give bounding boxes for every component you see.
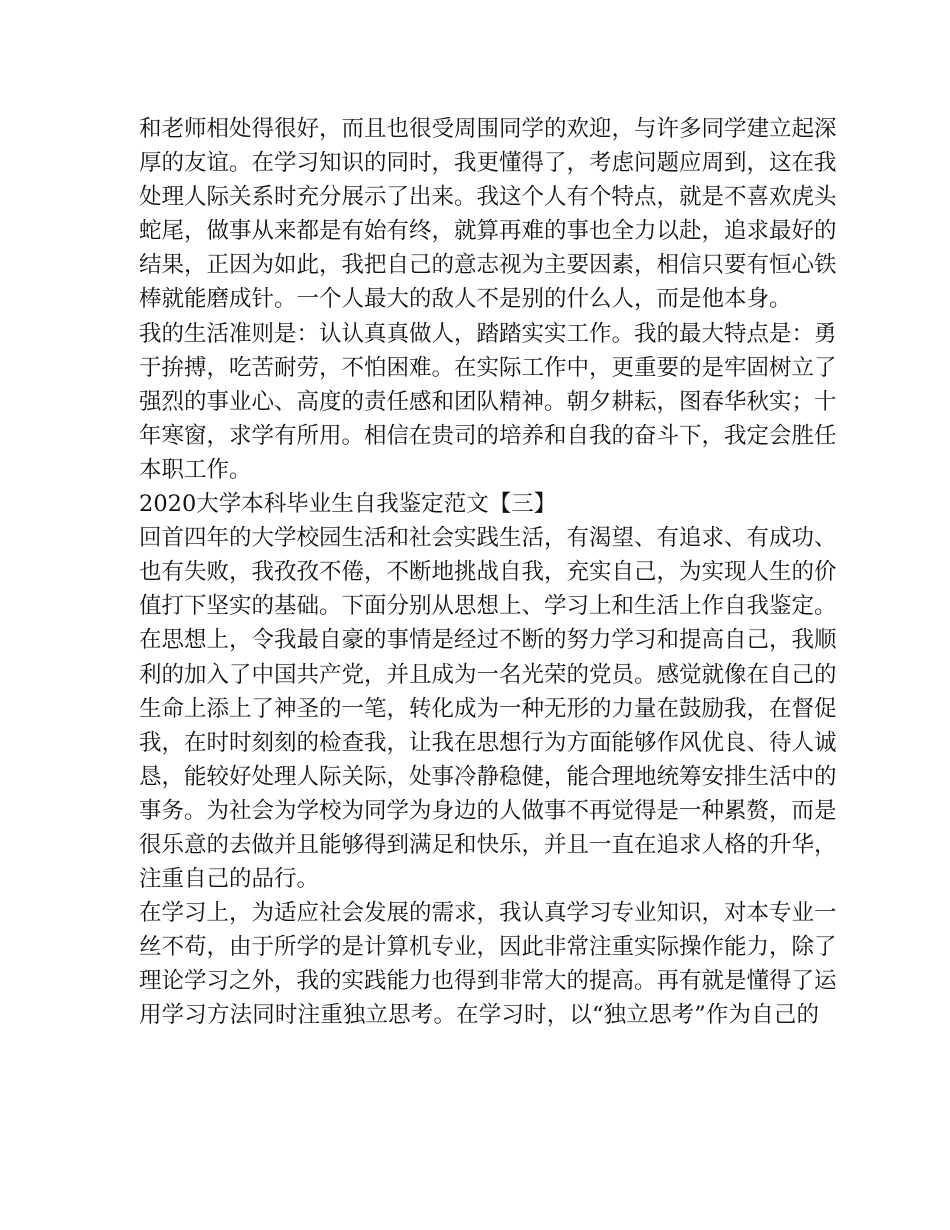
text-line: 在思想上，令我最自豪的事情是经过不断的努力学习和提高自己，我顺 bbox=[139, 627, 837, 654]
text-line: 生命上添上了神圣的一笔，转化成为一种无形的力量在鼓励我，在督促 bbox=[139, 695, 837, 722]
text-line: 事务。为社会为学校为同学为身边的人做事不再觉得是一种累赘，而是 bbox=[139, 797, 837, 824]
text-line: 我，在时时刻刻的检查我，让我在思想行为方面能够作风优良、待人诚 bbox=[139, 729, 837, 756]
text-line: 也有失败，我孜孜不倦，不断地挑战自我，充实自己，为实现人生的价 bbox=[139, 559, 837, 586]
text-line: 理论学习之外，我的实践能力也得到非常大的提高。再有就是懂得了运 bbox=[139, 968, 837, 995]
text-line: 很乐意的去做并且能够得到满足和快乐，并且一直在追求人格的升华， bbox=[139, 831, 837, 858]
document-body bbox=[139, 112, 837, 1033]
text-line: 回首四年的大学校园生活和社会实践生活，有渴望、有追求、有成功、 bbox=[139, 525, 837, 552]
text-line: 本职工作。 bbox=[139, 456, 252, 483]
text-line: 蛇尾，做事从来都是有始有终，就算再难的事也全力以赴，追求最好的 bbox=[139, 218, 837, 245]
text-line: 结果，正因为如此，我把自己的意志视为主要因素，相信只要有恒心铁 bbox=[139, 252, 837, 279]
text-line: 强烈的事业心、高度的责任感和团队精神。朝夕耕耘，图春华秋实；十 bbox=[139, 388, 837, 415]
text-line: 值打下坚实的基础。下面分别从思想上、学习上和生活上作自我鉴定。 bbox=[139, 593, 837, 620]
text-line: 我的生活准则是：认认真真做人，踏踏实实工作。我的最大特点是：勇 bbox=[139, 320, 837, 347]
text-line: 和老师相处得很好，而且也很受周围同学的欢迎，与许多同学建立起深 bbox=[139, 116, 837, 142]
text-line: 用学习方法同时注重独立思考。在学习时，以“独立思考”作为自己的 bbox=[139, 1002, 819, 1029]
text-line: 棒就能磨成针。一个人最大的敌人不是别的什么人，而是他本身。 bbox=[139, 286, 792, 313]
text-line: 于拚搏，吃苦耐劳，不怕困难。在实际工作中，更重要的是牢固树立了 bbox=[139, 354, 837, 381]
text-line: 利的加入了中国共产党，并且成为一名光荣的党员。感觉就像在自己的 bbox=[139, 661, 837, 688]
text-line: 处理人际关系时充分展示了出来。我这个人有个特点，就是不喜欢虎头 bbox=[139, 184, 837, 211]
text-line: 年寒窗，求学有所用。相信在贵司的培养和自我的奋斗下，我定会胜任 bbox=[139, 422, 837, 449]
text-line: 丝不苟，由于所学的是计算机专业，因此非常注重实际操作能力，除了 bbox=[139, 934, 837, 961]
section-heading: 2020大学本科毕业生自我鉴定范文【三】 bbox=[139, 491, 557, 518]
text-line: 注重自己的品行。 bbox=[139, 866, 320, 893]
text-line: 恳，能较好处理人际关际，处事冷静稳健，能合理地统筹安排生活中的 bbox=[139, 763, 837, 790]
text-line: 在学习上，为适应社会发展的需求，我认真学习专业知识，对本专业一 bbox=[139, 900, 837, 927]
text-line: 厚的友谊。在学习知识的同时，我更懂得了，考虑问题应周到，这在我 bbox=[139, 150, 837, 177]
